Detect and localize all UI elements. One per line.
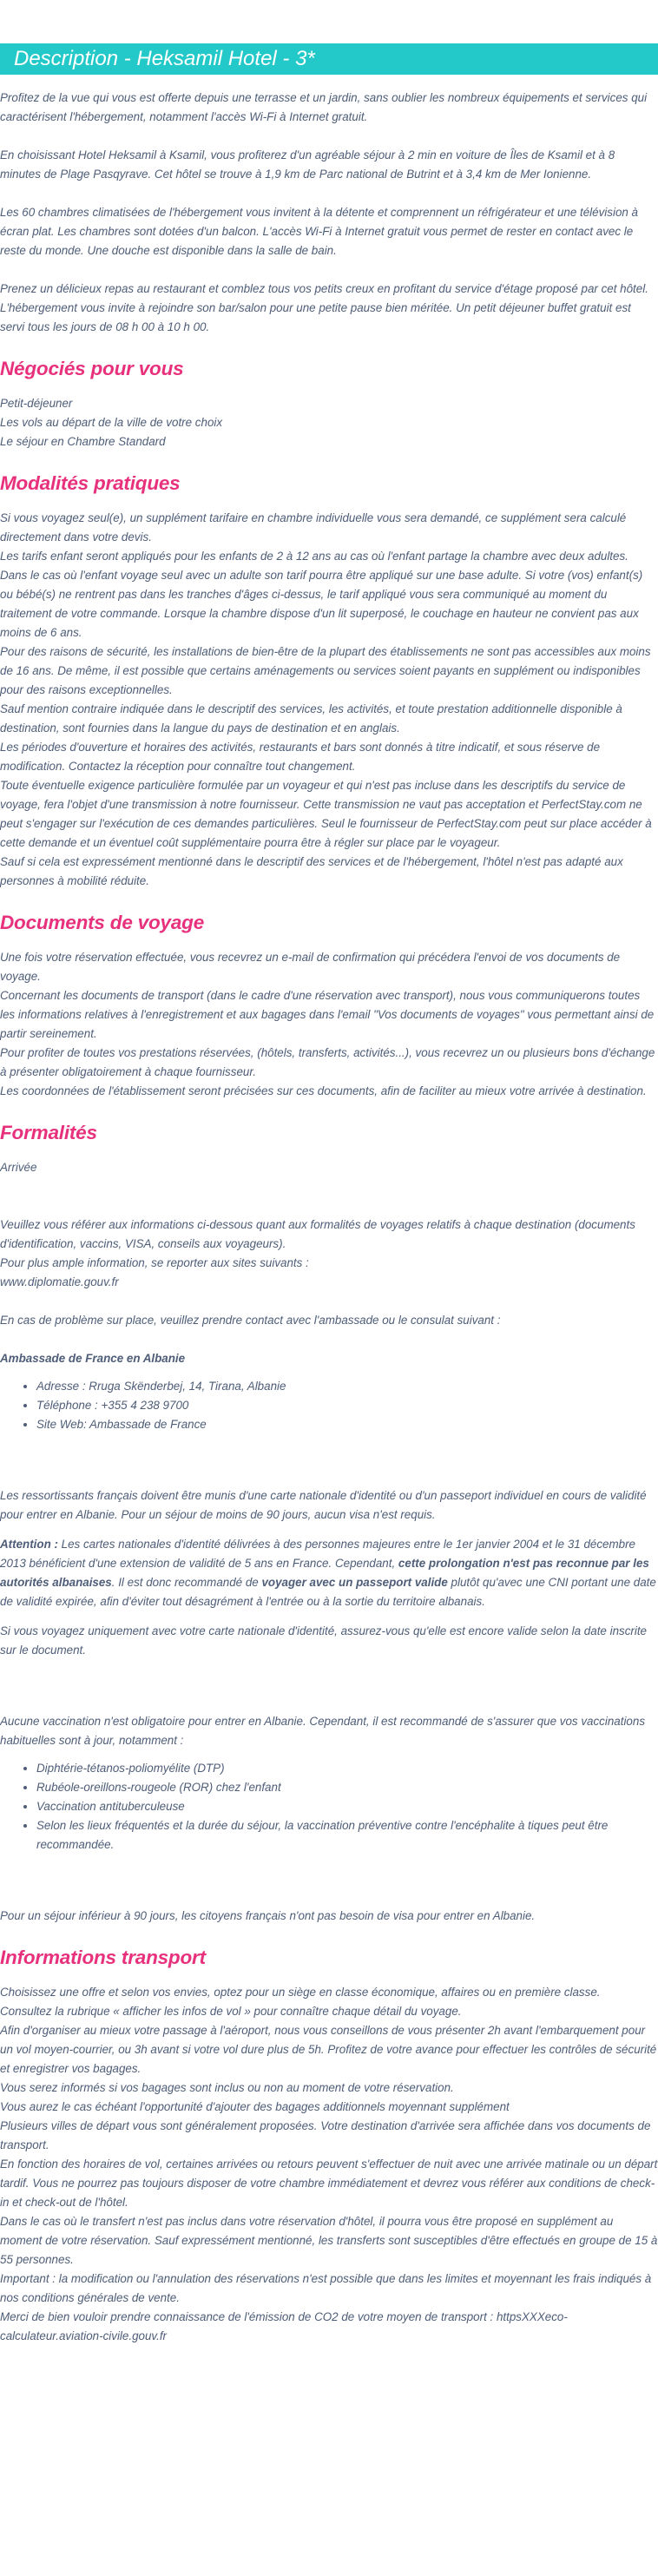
transport-line: Dans le cas où le transfert n'est pas inclus dans votre réservation d'hôtel, il pourra vous être proposé en supplément au moment de votre réservation. Sauf expressément mentionné, les transferts sont susceptibles d'être effectués en groupe de 15 à 55 personnes.	[0, 2215, 658, 2266]
embassy-title: Ambassade de France en Albanie	[0, 1352, 186, 1365]
modalites-line: Si vous voyagez seul(e), un supplément tarifaire en chambre individuelle vous sera demandé, ce supplément sera calculé directement dans votre devis.	[0, 511, 627, 544]
documents-line: Une fois votre réservation effectuée, vous recevrez un e-mail de confirmation qui précédera l'envoi de vos documents de voyage.	[0, 951, 621, 983]
list-item: • Adresse : Rruga Skënderbej, 14, Tirana, Albanie	[36, 1377, 658, 1396]
section-heading-negocies: Négociés pour vous	[0, 358, 184, 379]
negocies-item: Le séjour en Chambre Standard	[0, 435, 166, 448]
list-item: • Téléphone : +355 4 238 9700	[36, 1396, 658, 1415]
description-paragraph: En choisissant Hotel Heksamil à Ksamil, vous profiterez d'un agréable séjour à 2 min en voiture de Îles de Ksamil et à 8 minutes de Plage Pasqyrave. Cet hôtel se trouve à 1,9 km de Parc national de Butrint et à 3,4 km de Mer Ionienne.	[0, 148, 615, 181]
section-heading-documents: Documents de voyage	[0, 912, 205, 933]
modalites-line: Pour des raisons de sécurité, les installations de bien-être de la plupart des établissements ne sont pas accessibles aux moins de 16 ans. De même, il est possible que certains aménagements ou services soient payants en supplément ou indisponibles pour des raisons exceptionnelles.	[0, 645, 651, 696]
embassy-list	[0, 1377, 658, 1434]
transport-line: Plusieurs villes de départ vous sont généralement proposées. Votre destination d'arrivée sera affichée dans vos documents de transport.	[0, 2119, 651, 2151]
modalites-line: Les périodes d'ouverture et horaires des activités, restaurants et bars sont donnés à titre indicatif, et sous réserve de modification. Contactez la réception pour connaître tout changement.	[0, 741, 601, 773]
attention-bold: voyager avec un passeport valide	[261, 1576, 448, 1589]
content	[0, 75, 658, 2346]
transport-line: Afin d'organiser au mieux votre passage à l'aéroport, nous vous conseillons de vous présenter 2h avant l'embarquement pour un vol moyen-courrier, ou 3h avant si votre vol dure plus de 5h. Profitez de votre avance pour effectuer les contrôles de sécurité et enregistrer vos bagages.	[0, 2024, 657, 2075]
description-paragraph: Profitez de la vue qui vous est offerte depuis une terrasse et un jardin, sans oublier les nombreux équipements et services qui caractérisent l'hébergement, notamment l'accès Wi-Fi à Internet gratuit.	[0, 91, 648, 123]
negocies-item: Petit-déjeuner	[0, 397, 73, 410]
attention-paragraph	[0, 1535, 658, 1611]
vaccine-list	[0, 1759, 658, 1855]
probleme-text: En cas de problème sur place, veuillez prendre contact avec l'ambassade ou le consulat suivant :	[0, 1314, 501, 1327]
modalites-line: Les tarifs enfant seront appliqués pour les enfants de 2 à 12 ans au cas où l'enfant partage la chambre avec deux adultes. Dans le cas où l'enfant voyage seul avec un adulte son tarif pourra être appliqué sur une base adulte. Si votre (vos) enfant(s) ou bébé(s) ne rentrent pas dans les tranches d'âges ci-dessus, le tarif appliqué vous sera communiqué au moment du traitement de votre commande. Lorsque la chambre dispose d'un lit superposé, le couchage en hauteur ne convient pas aux moins de 6 ans.	[0, 550, 643, 639]
negocies-item: Les vols au départ de la ville de votre choix	[0, 416, 223, 429]
list-item: • Diphtérie-tétanos-poliomyélite (DTP)	[36, 1759, 658, 1778]
modalites-line: Sauf si cela est expressément mentionné dans le descriptif des services et de l'hébergement, l'hôtel n'est pas adapté aux personnes à mobilité réduite.	[0, 855, 623, 887]
documents-line: Concernant les documents de transport (dans le cadre d'une réservation avec transport), nous vous communiquerons toutes les informations relatives à l'enregistrement et aux bagages dans l'email "Vos documents de voyages" vous permettant ainsi de partir sereinement.	[0, 989, 655, 1040]
documents-line: Pour profiter de toutes vos prestations réservées, (hôtels, transferts, activités...), vous recevrez un ou plusieurs bons d'échange à présenter obligatoirement à chaque fournisseur.	[0, 1046, 655, 1078]
section-heading-modalites: Modalités pratiques	[0, 472, 181, 494]
page-title: Description - Heksamil Hotel - 3*	[0, 43, 658, 75]
section-heading-formalites: Formalités	[0, 1122, 97, 1143]
cni-text: Si vous voyagez uniquement avec votre carte nationale d'identité, assurez-vous qu'elle est encore valide selon la date inscrite sur le document.	[0, 1624, 648, 1657]
visa-text: Pour un séjour inférieur à 90 jours, les citoyens français n'ont pas besoin de visa pour entrer en Albanie.	[0, 1909, 536, 1922]
modalites-line: Sauf mention contraire indiquée dans le descriptif des services, les activités, et toute prestation additionnelle disponible à destination, sont fournies dans la langue du pays de destination et en anglais.	[0, 702, 622, 735]
ressortissants-text: Les ressortissants français doivent être munis d'une carte nationale d'identité ou d'un passeport individuel en cours de validité pour entrer en Albanie. Pour un séjour de moins de 90 jours, aucun visa n'est requis.	[0, 1489, 647, 1521]
transport-line: Vous aurez le cas échéant l'opportunité d'ajouter des bagages additionnels moyennant supplément	[0, 2100, 510, 2113]
transport-line: Consultez la rubrique « afficher les infos de vol » pour connaître chaque détail du voyage.	[0, 2005, 462, 2018]
attention-text: plutôt qu'avec une CNI portant une date de validité expirée, afin d'éviter tout désagrément à l'entrée ou à la sortie du territoire albanais.	[0, 1576, 656, 1608]
transport-line: Choisissez une offre et selon vos envies, optez pour un siège en classe économique, affaires ou en première classe.	[0, 1986, 601, 1999]
list-item: • Rubéole-oreillons-rougeole (ROR) chez l'enfant	[36, 1778, 658, 1797]
attention-text: Les cartes nationales d'identité délivrées à des personnes majeures entre le 1er janvier 2004 et le 31 décembre 2013 bénéficient d'une extension de validité de 5 ans en France. Cependant,	[0, 1538, 635, 1570]
modalites-line: Toute éventuelle exigence particulière formulée par un voyageur et qui n'est pas incluse dans les descriptifs du service de voyage, fera l'objet d'une transmission à notre fournisseur. Cette transmission ne vaut pas acceptation et PerfectStay.com ne peut s'engager sur l'exécution de ces demandes particulières. Seul le fournisseur de PerfectStay.com peut sur place accéder à cette demande et un éventuel coût supplémentaire pourra être à régler sur place par le voyageur.	[0, 779, 652, 849]
attention-label: Attention :	[0, 1538, 58, 1551]
transport-line: Important : la modification ou l'annulation des réservations n'est possible que dans les limites et moyennant les frais indiqués à nos conditions générales de vente.	[0, 2272, 652, 2304]
diplomatie-link[interactable]: www.diplomatie.gouv.fr	[0, 1275, 119, 1288]
formalites-refer-line: Veuillez vous référer aux informations ci-dessous quant aux formalités de voyages relatifs à chaque destination (documents d'identification, vaccins, VISA, conseils aux voyageurs).	[0, 1218, 635, 1250]
section-heading-transport: Informations transport	[0, 1947, 206, 1968]
attention-text: . Il est donc recommandé de	[111, 1576, 262, 1589]
description-paragraph: Prenez un délicieux repas au restaurant et comblez tous vos petits creux en profitant du service d'étage proposé par cet hôtel. L'hébergement vous invite à rejoindre son bar/salon pour une petite pause bien méritée. Un petit déjeuner buffet gratuit est servi tous les jours de 08 h 00 à 10 h 00.	[0, 282, 648, 333]
formalites-refer-line: Pour plus ample information, se reporter aux sites suivants :	[0, 1256, 309, 1269]
transport-line: En fonction des horaires de vol, certaines arrivées ou retours peuvent s'effectuer de nuit avec une arrivée matinale ou un départ tardif. Vous ne pourrez pas toujours disposer de votre chambre immédiatement et devrez vous référer aux conditions de check-in et check-out de l'hôtel.	[0, 2158, 658, 2209]
description-paragraph: Les 60 chambres climatisées de l'hébergement vous invitent à la détente et comprennent un réfrigérateur et une télévision à écran plat. Les chambres sont dotées d'un balcon. L'accès Wi-Fi à Internet gratuit vous permet de rester en contact avec le reste du monde. Une douche est disponible dans la salle de bain.	[0, 206, 639, 257]
list-item: • Vaccination antituberculeuse	[36, 1797, 658, 1816]
arrivee-label: Arrivée	[0, 1161, 37, 1174]
transport-line: Vous serez informés si vos bagages sont inclus ou non au moment de votre réservation.	[0, 2081, 454, 2094]
documents-line: Les coordonnées de l'établissement seront précisées sur ces documents, afin de faciliter au mieux votre arrivée à destination.	[0, 1084, 647, 1097]
list-item[interactable]: • Site Web: Ambassade de France	[36, 1415, 658, 1434]
attention-bold: cette prolongation n'est pas reconnue par les autorités albanaises	[0, 1557, 649, 1589]
transport-line: Merci de bien vouloir prendre connaissance de l'émission de CO2 de votre moyen de transport : httpsXXXeco-calculateur.aviation-civile.gouv.fr	[0, 2310, 568, 2342]
vaccination-text: Aucune vaccination n'est obligatoire pour entrer en Albanie. Cependant, il est recommandé de s'assurer que vos vaccinations habituelles sont à jour, notamment :	[0, 1715, 646, 1747]
list-item: • Selon les lieux fréquentés et la durée du séjour, la vaccination préventive contre l'encéphalite à tiques peut être recommandée.	[36, 1816, 658, 1855]
